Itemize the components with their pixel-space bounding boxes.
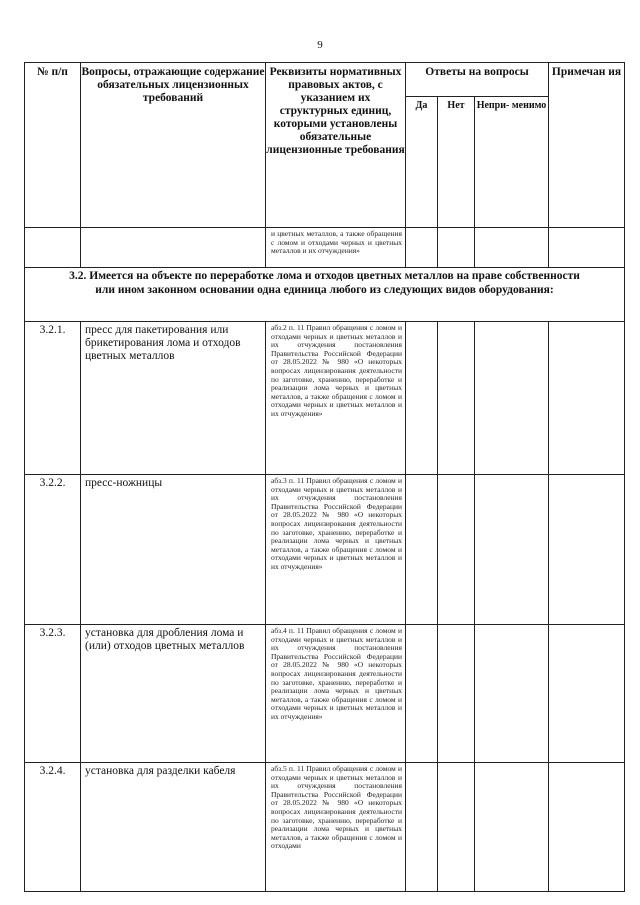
notes-cell[interactable] xyxy=(549,475,625,625)
table-row xyxy=(25,763,625,892)
continuation-row xyxy=(25,228,625,268)
row-requisite: абз.3 п. 11 Правил обращения с ломом и отходами черных и цветных металлов и их отчуждения постановления Правительства Российской Федерации от 28.05.2022 № 980 «О некоторых вопросах лицензирования деятельности по заготовке, хранению, переработке и реализации лома черных и цветных металлов, а также обращения с ломом и отходами черных и цветных металлов и их отчуждения» xyxy=(266,475,406,625)
header-questions: Вопросы, отражающие содержание обязательных лицензионных требований xyxy=(81,63,266,228)
answer-na-cell[interactable] xyxy=(475,763,549,892)
row-requisite: абз.5 п. 11 Правил обращения с ломом и отходами черных и цветных металлов и их отчуждения постановления Правительства Российской Федерации от 28.05.2022 № 980 «О некоторых вопросах лицензирования деятельности по заготовке, хранению, переработке и реализации лома черных и цветных металлов, а также обращения с ломом и отходами xyxy=(266,763,406,892)
table-row xyxy=(25,322,625,475)
answer-yes-cell[interactable] xyxy=(406,475,438,625)
section-row xyxy=(25,268,625,322)
answer-yes-cell[interactable] xyxy=(406,322,438,475)
row-number: 3.2.2. xyxy=(25,475,81,625)
notes-cell[interactable] xyxy=(549,322,625,475)
row-number: 3.2.1. xyxy=(25,322,81,475)
row-question: установка для дробления лома и (или) отходов цветных металлов xyxy=(81,625,266,763)
header-answer-yes: Да xyxy=(406,97,438,228)
answer-na-cell[interactable] xyxy=(475,322,549,475)
section-title: 3.2. Имеется на объекте по переработке лома и отходов цветных металлов на праве собственности или ином законном основании одна единица любого из следующих видов оборудования: xyxy=(25,268,625,322)
row-question: установка для разделки кабеля xyxy=(81,763,266,892)
header-num: № п/п xyxy=(25,63,81,228)
header-answers: Ответы на вопросы xyxy=(406,63,549,97)
cont-question-cell xyxy=(81,228,266,268)
answer-na-cell[interactable] xyxy=(475,625,549,763)
header-notes: Примечан ия xyxy=(549,63,625,228)
answer-no-cell[interactable] xyxy=(438,763,475,892)
header-answer-no: Нет xyxy=(438,97,475,228)
answer-yes-cell[interactable] xyxy=(406,228,438,268)
answer-no-cell[interactable] xyxy=(438,475,475,625)
answer-no-cell[interactable] xyxy=(438,625,475,763)
row-requisite: абз.4 п. 11 Правил обращения с ломом и отходами черных и цветных металлов и их отчуждения постановления Правительства Российской Федерации от 28.05.2022 № 980 «О некоторых вопросах лицензирования деятельности по заготовке, хранению, переработке и реализации лома черных и цветных металлов, а также обращения с ломом и отходами черных и цветных металлов и их отчуждения» xyxy=(266,625,406,763)
cont-num-cell xyxy=(25,228,81,268)
answer-no-cell[interactable] xyxy=(438,228,475,268)
row-question: пресс для пакетирования или брикетирования лома и отходов цветных металлов xyxy=(81,322,266,475)
table-row xyxy=(25,625,625,763)
page-number: 9 xyxy=(317,39,323,51)
notes-cell[interactable] xyxy=(549,228,625,268)
answer-yes-cell[interactable] xyxy=(406,625,438,763)
notes-cell[interactable] xyxy=(549,625,625,763)
row-number: 3.2.3. xyxy=(25,625,81,763)
requirements-table xyxy=(24,62,625,892)
notes-cell[interactable] xyxy=(549,763,625,892)
answer-yes-cell[interactable] xyxy=(406,763,438,892)
header-requisites: Реквизиты нормативных правовых актов, с указанием их структурных единиц, которыми установлены обязательные лицензионные требования xyxy=(266,63,406,228)
table-row xyxy=(25,475,625,625)
row-number: 3.2.4. xyxy=(25,763,81,892)
answer-no-cell[interactable] xyxy=(438,322,475,475)
answer-na-cell[interactable] xyxy=(475,475,549,625)
row-requisite: абз.2 п. 11 Правил обращения с ломом и отходами черных и цветных металлов и их отчуждения постановления Правительства Российской Федерации от 28.05.2022 № 980 «О некоторых вопросах лицензирования деятельности по заготовке, хранению, переработке и реализации лома черных и цветных металлов, а также обращения с ломом и отходами черных и цветных металлов и их отчуждения» xyxy=(266,322,406,475)
header-answer-na: Непри- менимо xyxy=(475,97,549,228)
row-question: пресс-ножницы xyxy=(81,475,266,625)
answer-na-cell[interactable] xyxy=(475,228,549,268)
continuation-requisite: и цветных металлов, а также обращения с ломом и отходами черных и цветных металлов и их отчуждения» xyxy=(266,228,406,268)
header-row xyxy=(25,63,625,97)
